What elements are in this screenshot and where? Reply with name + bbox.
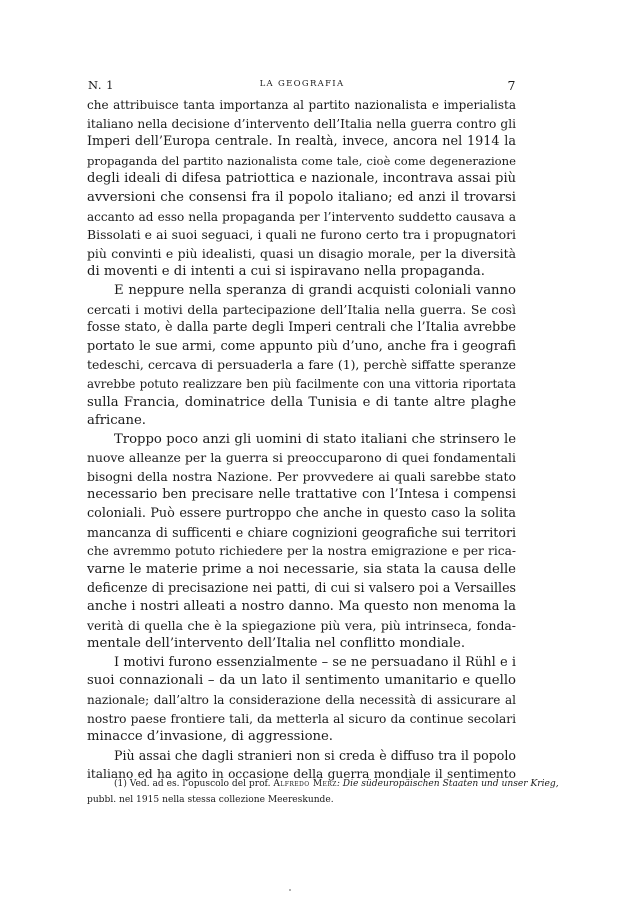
footnote bbox=[87, 776, 559, 808]
text-line: I motivi furono essenzialmente – se ne persuadano il Rühl e i bbox=[114, 654, 516, 670]
text-line: di moventi e di intenti a cui si ispiravano nella propaganda. bbox=[87, 264, 485, 280]
text-line: che avremmo potuto richiedere per la nostra emigrazione e per rica- bbox=[87, 544, 516, 559]
text-line: nuove alleanze per la guerra si preoccuparono di quei fondamentali bbox=[87, 450, 516, 466]
text-line: cercati i motivi della partecipazione dell’Italia nella guerra. Se così bbox=[87, 301, 516, 317]
text-line: che attribuisce tanta importanza al partito nazionalista e imperialista bbox=[87, 98, 516, 112]
text-line: nostro paese frontiere tali, da metterla al sicuro da continue secolari bbox=[87, 711, 516, 726]
running-header bbox=[88, 78, 516, 94]
text-line: tedeschi, cercava di persuaderla a fare (1), perchè siffatte speranze bbox=[87, 357, 516, 373]
text-line: mentale dell’intervento dell’Italia nel conflitto mondiale. bbox=[87, 636, 466, 652]
text-line: degli ideali di difesa patriottica e nazionale, incontrava assai più bbox=[87, 171, 516, 187]
page-speck bbox=[289, 889, 291, 891]
footnote-title: : Die südeuropäischen Staaten und unser Krieg, bbox=[336, 779, 559, 789]
text-line: necessario ben precisare nelle trattative con l’Intesa i compensi bbox=[87, 487, 516, 503]
body-text bbox=[87, 96, 516, 784]
journal-title: LA GEOGRAFIA bbox=[259, 79, 345, 89]
text-line: anche i nostri alleati a nostro danno. Ma questo non menoma la bbox=[87, 599, 516, 615]
text-line: portato le sue armi, come appunto più d’uno, anche fra i geografi bbox=[87, 338, 516, 354]
text-line: Più assai che dagli stranieri non si creda è diffuso tra il popolo bbox=[114, 747, 516, 763]
footnote-line-2: pubbl. nel 1915 nella stessa collezione Meereskunde. bbox=[87, 795, 334, 805]
text-line: italiano nella decisione d’intervento dell’Italia nella guerra contro gli bbox=[87, 116, 516, 131]
text-line: suoi connazionali – da un lato il sentimento umanitario e quello bbox=[87, 673, 516, 689]
page-number: 7 bbox=[507, 78, 516, 93]
text-line: propaganda del partito nazionalista come tale, cioè come degenerazione bbox=[87, 153, 516, 168]
text-line: deficenze di precisazione nei patti, di cui si valsero poi a Versailles bbox=[87, 580, 516, 596]
text-line: Imperi dell’Europa centrale. In realtà, invece, ancora nel 1914 la bbox=[87, 134, 516, 150]
footnote-intro: (1) Ved. ad es. l’opuscolo del prof. bbox=[114, 779, 271, 789]
text-line: nazionale; dall’altro la considerazione della necessità di assicurare al bbox=[87, 693, 516, 707]
text-line: avrebbe potuto realizzare ben più facilmente con una vittoria riportata bbox=[87, 376, 516, 391]
footnote-line-1 bbox=[87, 776, 559, 792]
text-line: E neppure nella speranza di grandi acquisti coloniali vanno bbox=[114, 282, 516, 298]
text-line: Troppo poco anzi gli uomini di stato italiani che strinsero le bbox=[114, 431, 516, 447]
text-line: accanto ad esso nella propaganda per l’intervento suddetto causava a bbox=[87, 209, 516, 224]
footnote-author: Alfredo Merz bbox=[273, 779, 337, 789]
text-line: africane. bbox=[87, 413, 147, 429]
text-line: coloniali. Può essere purtroppo che anche in questo caso la solita bbox=[87, 506, 516, 522]
text-line: fosse stato, è dalla parte degli Imperi centrali che l’Italia avrebbe bbox=[87, 320, 516, 336]
text-line: Bissolati e ai suoi seguaci, i quali ne furono certo tra i propugnatori bbox=[87, 227, 516, 243]
issue-number: N. 1 bbox=[88, 78, 114, 92]
text-line: italiano ed ha agito in occasione della guerra mondiale il sentimento bbox=[87, 767, 516, 782]
text-line: minacce d’invasione, di aggressione. bbox=[87, 729, 333, 745]
text-line: verità di quella che è la spiegazione più vera, più intrinseca, fonda- bbox=[87, 617, 516, 633]
text-line: varne le materie prime a noi necessarie, sia stata la causa delle bbox=[87, 561, 516, 577]
text-line: più convinti e più idealisti, quasi un disagio morale, per la diversità bbox=[87, 245, 516, 261]
text-line: sulla Francia, dominatrice della Tunisia e di tante altre plaghe bbox=[87, 394, 516, 410]
text-line: bisogni della nostra Nazione. Per provvedere ai quali sarebbe stato bbox=[87, 468, 516, 484]
text-line: avversioni che consensi fra il popolo italiano; ed anzi il trovarsi bbox=[87, 189, 516, 205]
text-line: mancanza di sufficenti e chiare cognizioni geografiche sui territori bbox=[87, 524, 516, 540]
